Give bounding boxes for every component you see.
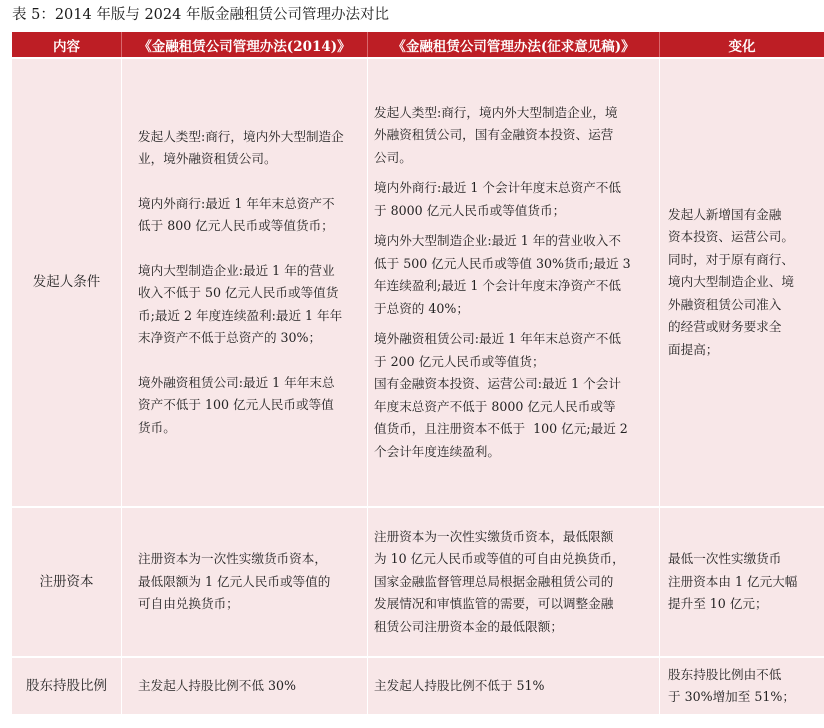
- text-paragraph: 境内外商行:最近 1 个会计年度末总资产不低 于 8000 亿元人民币或等值货币；: [374, 180, 621, 218]
- sponsor-conditions-change: [660, 57, 824, 506]
- text-paragraph: 注册资本为一次性实缴货币资本， 最低限额为 1 亿元人民币或等值的 可自由兑换货币；: [138, 551, 331, 612]
- shareholding-ratio-2024: [368, 656, 660, 714]
- table-row: [12, 506, 824, 656]
- row-label-shareholding-ratio: 股东持股比例: [12, 656, 122, 714]
- registered-capital-2014: [122, 506, 368, 656]
- header-2024-draft-rules: 《金融租赁公司管理办法(征求意见稿)》: [368, 32, 660, 57]
- sponsor-conditions-2014: [122, 57, 368, 506]
- text-paragraph: 发起人类型:商行，境内外大型制造企 业，境外融资租赁公司。: [138, 128, 344, 167]
- header-change: 变化: [660, 32, 824, 57]
- text-paragraph: 境外融资租赁公司:最近 1 年年末总资产不低 于 200 亿元人民币或等值货； 国有金融资本投资、运营公司:最近 1 个会计 年度末总资产不低于 8000 亿元人民币或等 值货币，且注册资本不低于 100 亿元;最近 2 个会计年度连续盈利。: [374, 331, 628, 459]
- table-header-row: [12, 32, 824, 57]
- table-row: [12, 57, 824, 506]
- header-content: 内容: [12, 32, 122, 57]
- text-paragraph: 境外融资租赁公司:最近 1 年年末总 资产不低于 100 亿元人民币或等值 货币。: [138, 374, 335, 435]
- row-label-sponsor-conditions: 发起人条件: [12, 57, 122, 506]
- text-paragraph: 股东持股比例由不低 于 30%增加至 51%；: [668, 666, 795, 704]
- sponsor-conditions-2024: [368, 57, 660, 506]
- text-paragraph: 注册资本为一次性实缴货币资本，最低限额 为 10 亿元人民币或等值的可自由兑换货币， 国家金融监督管理总局根据金融租赁公司的 发展情况和审慎监管的需要，可以调整金融 租赁公司注册资本金的最低限额；: [374, 528, 625, 634]
- text-paragraph: 主发起人持股比例不低于 51%: [374, 677, 545, 693]
- table-caption: 表 5：2014 年版与 2024 年版金融租赁公司管理办法对比: [12, 7, 389, 23]
- text-paragraph: 境内外大型制造企业:最近 1 年的营业收入不 低于 500 亿元人民币或等值 30%货币;最近 3 年连续盈利;最近 1 个会计年度末净资产不低 于总资的 40%；: [374, 233, 631, 316]
- row-label-registered-capital: 注册资本: [12, 506, 122, 656]
- text-paragraph: 主发起人持股比例不低 30%: [138, 677, 296, 693]
- shareholding-ratio-2014: [122, 656, 368, 714]
- comparison-table: [12, 32, 824, 714]
- text-paragraph: 境内外商行:最近 1 年年末总资产不 低于 800 亿元人民币或等值货币；: [138, 195, 335, 234]
- table-row: [12, 656, 824, 714]
- text-paragraph: 发起人类型:商行，境内外大型制造企业，境 外融资租赁公司，国有金融资本投资、运营 公司。: [374, 104, 618, 165]
- registered-capital-change: [660, 506, 824, 656]
- text-paragraph: 境内大型制造企业:最近 1 年的营业 收入不低于 50 亿元人民币或等值货 币;最近 2 年度连续盈利:最近 1 年年 末净资产不低于总资产的 30%；: [138, 262, 343, 346]
- text-paragraph: 发起人新增国有金融 资本投资、运营公司。 同时，对于原有商行、 境内大型制造企业、境 外融资租赁公司准入 的经营或财务要求全 面提高；: [668, 206, 794, 357]
- registered-capital-2024: [368, 506, 660, 656]
- text-paragraph: 最低一次性实缴货币 注册资本由 1 亿元大幅 提升至 10 亿元；: [668, 551, 798, 612]
- header-2014-rules: 《金融租赁公司管理办法(2014)》: [122, 32, 368, 57]
- shareholding-ratio-change: [660, 656, 824, 714]
